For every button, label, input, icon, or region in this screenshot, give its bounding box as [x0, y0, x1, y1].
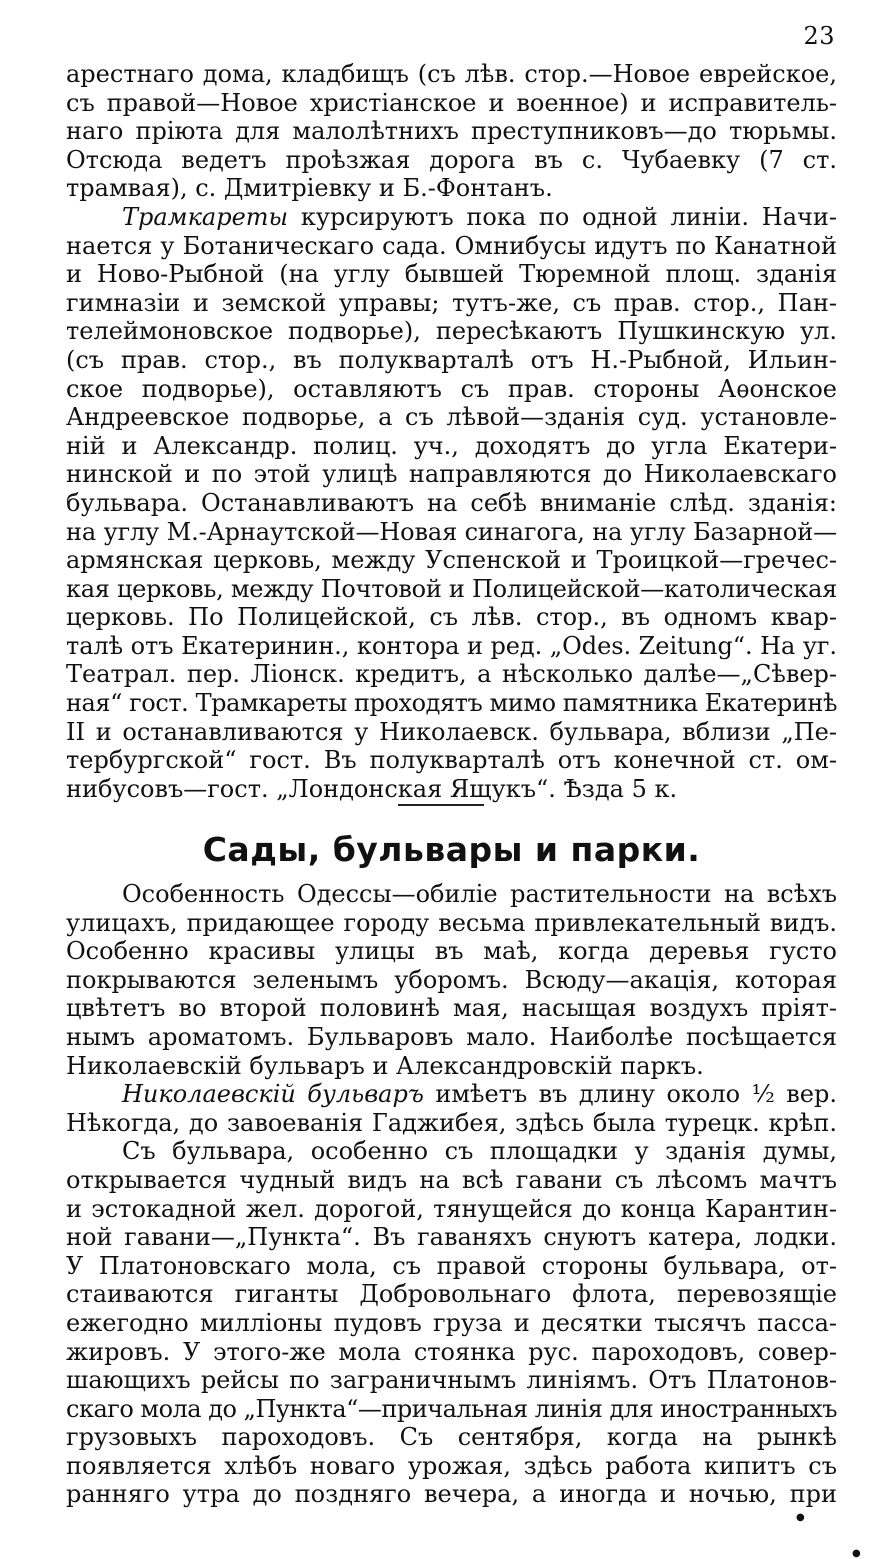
- text-line: ной гавани—„Пункта“. Въ гаваняхъ снуютъ катера, лодки.: [66, 1223, 837, 1252]
- text-line: Николаевскій бульваръ и Александровскій паркъ.: [66, 1051, 704, 1080]
- text-line: Отсюда ведетъ проѣзжая дорога въ с. Чубаевку (7 ст.: [66, 145, 837, 174]
- text-line: нымъ ароматомъ. Бульваровъ мало. Наиболѣе посѣщается: [66, 1022, 837, 1051]
- text-line: улицахъ, придающее городу весьма привлекательный видъ.: [66, 908, 837, 937]
- italic-lead: Трамкареты: [122, 202, 289, 231]
- section-divider: [398, 804, 484, 806]
- text-line: [66, 1080, 837, 1109]
- paragraph-1: [66, 60, 837, 203]
- text-line: нибусовъ—гост. „Лондонская Ящукъ“. Ѣзда 5 к.: [66, 774, 678, 803]
- text-line: тербургской“ гост. Въ полукварталѣ отъ конечной ст. ом-: [66, 746, 837, 775]
- text-line: (съ прав. стор., въ полукварталѣ отъ Н.-Рыбной, Ильин-: [66, 345, 837, 374]
- text-line: ная“ гост. Трамкареты проходятъ мимо памятника Екатеринѣ: [66, 689, 838, 718]
- text-line: нается у Ботаническаго сада. Омнибусы идутъ по Канатной: [66, 231, 837, 260]
- text-line: Особенность Одессы—обиліе растительности на всѣхъ: [122, 880, 837, 908]
- section-1: [66, 60, 837, 803]
- text-line: ній и Александр. полиц. уч., доходятъ до угла Екатери-: [66, 431, 837, 460]
- text-line: Съ бульвара, особенно съ площадки у зданія думы,: [122, 1137, 837, 1166]
- text-line: цвѣтетъ во второй половинѣ мая, насыщая воздухъ пріят-: [66, 994, 837, 1023]
- text-line: [66, 203, 837, 232]
- text-line: трамвая), с. Дмитріевку и Б.-Фонтанъ.: [66, 174, 553, 203]
- scan-speck: ●: [852, 1548, 861, 1559]
- paragraph-2: [66, 203, 837, 803]
- text-line: Нѣкогда, до завоеванія Гаджибея, здѣсь была турецк. крѣп.: [66, 1108, 837, 1137]
- text-line: Особенно красивы улицы въ маѣ, когда деревья густо: [66, 937, 837, 966]
- text-line: У Платоновскаго мола, съ правой стороны бульвара, от-: [66, 1251, 837, 1280]
- text-line: ранняго утра до поздняго вечера, а иногда и ночью, при: [66, 1480, 837, 1509]
- scan-speck: ●: [796, 1512, 805, 1523]
- text-line: и Ново-Рыбной (на углу бывшей Тюремной площ. зданія: [66, 260, 837, 289]
- text-line: армянская церковь, между Успенской и Троицкой—гречес-: [66, 546, 837, 575]
- page-number: 23: [803, 22, 835, 50]
- text-run: имѣетъ въ длину около ½ вер.: [423, 1080, 837, 1109]
- text-line: ежегодно милліоны пудовъ груза и десятки тысячъ пасса-: [66, 1308, 837, 1337]
- text-line: ское подворье), оставляютъ съ прав. стороны Аѳонское: [66, 374, 837, 403]
- section-2: [66, 880, 837, 1509]
- text-line: нинской и по этой улицѣ направляются до Николаевскаго: [66, 460, 837, 489]
- italic-lead: Николаевскій бульваръ: [122, 1080, 424, 1109]
- text-line: Театрал. пер. Ліонск. кредитъ, а нѣсколько далѣе—„Сѣвер-: [66, 660, 837, 689]
- text-line: арестнаго дома, кладбищъ (съ лѣв. стор.—Новое еврейское,: [66, 60, 837, 88]
- text-line: покрываются зеленымъ уборомъ. Всюду—акація, которая: [66, 965, 837, 994]
- text-line: съ правой—Новое христіанское и военное) и исправитель-: [66, 88, 837, 117]
- text-line: наго пріюта для малолѣтнихъ преступниковъ—до тюрьмы.: [66, 117, 837, 146]
- text-line: Андреевское подворье, а съ лѣвой—зданія суд. установле-: [66, 403, 837, 432]
- text-line: появляется хлѣбъ новаго урожая, здѣсь работа кипитъ съ: [66, 1451, 837, 1480]
- text-line: шающихъ рейсы по заграничнымъ линіямъ. Отъ Платонов-: [66, 1366, 837, 1395]
- paragraph-3: [66, 1137, 837, 1509]
- text-line: скаго мола до „Пункта“—причальная линія для иностранныхъ: [66, 1394, 837, 1423]
- text-line: жировъ. У этого-же мола стоянка рус. пароходовъ, совер-: [66, 1337, 837, 1366]
- text-line: открывается чудный видъ на всѣ гавани съ лѣсомъ мачтъ: [66, 1165, 837, 1194]
- text-line: и эстокадной жел. дорогой, тянущейся до конца Карантин-: [66, 1194, 837, 1223]
- text-line: кая церковь, между Почтовой и Полицейской—католическая: [66, 574, 837, 603]
- text-line: стаиваются гиганты Добровольнаго флота, перевозящіе: [66, 1280, 837, 1309]
- text-line: на углу М.-Арнаутской—Новая синагога, на углу Базарной—: [66, 517, 837, 546]
- text-line: гимназіи и земской управы; тутъ-же, съ прав. стор., Пан-: [66, 288, 837, 317]
- paragraph-2: [66, 1080, 837, 1137]
- text-line: телеймоновское подворье), пересѣкаютъ Пушкинскую ул.: [66, 317, 837, 346]
- text-line: церковь. По Полицейской, съ лѣв. стор., въ одномъ квар-: [66, 603, 837, 632]
- text-run: курсируютъ пока по одной линіи. Начи-: [288, 202, 837, 231]
- text-line: талѣ отъ Екатеринин., контора и ред. „Odes. Zeitung“. На уг.: [66, 631, 837, 660]
- section-heading: Сады, бульвары и парки.: [202, 830, 701, 869]
- text-line: бульвара. Останавливаютъ на себѣ вниманіе слѣд. зданія:: [66, 488, 837, 517]
- text-line: грузовыхъ пароходовъ. Съ сентября, когда на рынкѣ: [66, 1423, 837, 1452]
- paragraph-1: [66, 880, 837, 1080]
- text-line: II и останавливаются у Николаевск. бульвара, вблизи „Пе-: [66, 717, 837, 746]
